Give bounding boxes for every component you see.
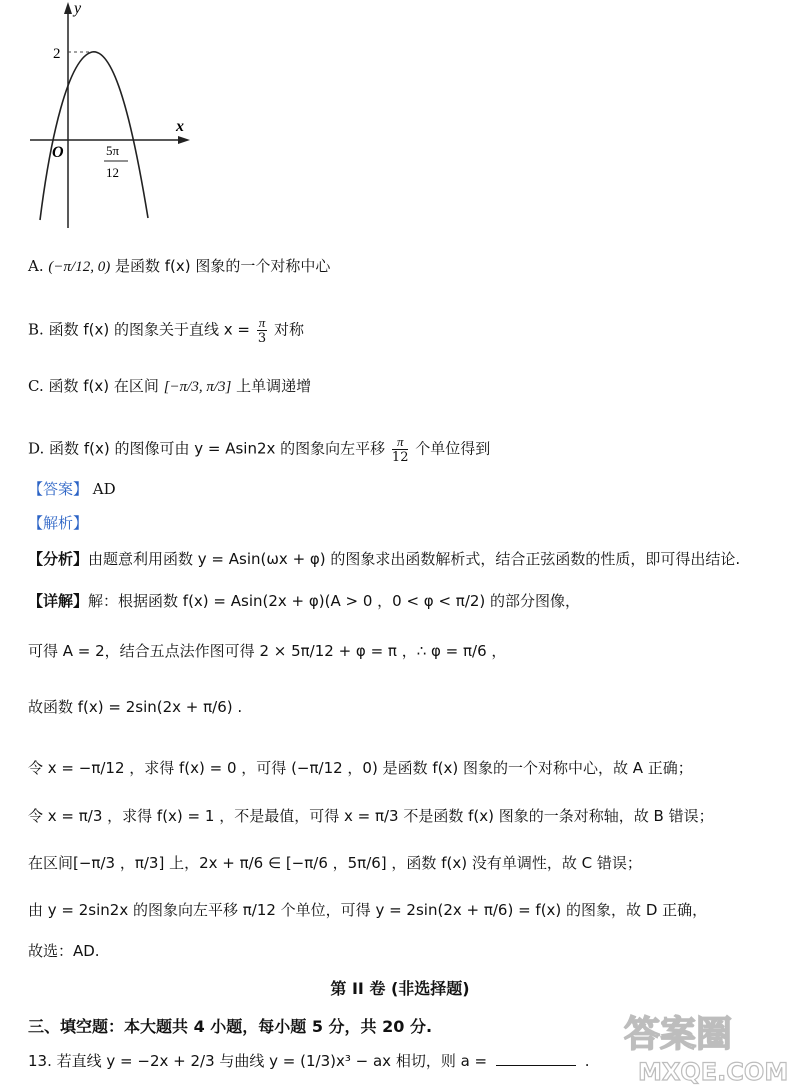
x-axis-arrow [178,136,190,144]
detail-line7 [28,899,707,920]
option-b-text1: 函数 f(x) 的图象关于直线 x = [48,320,250,339]
part3-title: 三、填空题：本大题共 4 小题，每小题 5 分，共 20 分. [28,1017,433,1036]
answer-tag: 【答案】 [28,480,89,498]
detail-text1: 解：根据函数 f(x) = Asin(2x + φ)(A > 0 ，0 < φ < π/2) 的部分图像， [88,592,581,610]
question-13-text2: . [584,1052,590,1070]
answer-line [28,478,116,499]
analysis-line [28,512,88,533]
fenxi-tag: 【分析】 [28,550,89,568]
analysis-tag: 【解析】 [28,514,89,532]
option-a [28,255,330,276]
detail-line8 [28,940,100,961]
watermark-line1: 答案圈 [624,1014,733,1055]
option-c [28,375,311,396]
option-b [28,315,304,346]
option-b-frac-den: 3 [257,331,267,346]
option-d-prefix: D. [28,439,45,458]
answer-blank[interactable] [496,1065,576,1066]
function-graph [28,0,228,230]
detail-line4 [28,757,693,778]
y-axis-arrow [64,2,72,14]
option-b-fraction [257,315,268,346]
detail-line2 [28,640,506,661]
detail-text7: 由 y = 2sin2x 的图象向左平移 π/12 个单位，可得 y = 2sin(2x + π/6) = f(x) 的图象，故 D 正确， [28,901,708,919]
detail-line5 [28,805,714,826]
detail-text5: 令 x = π/3 ，求得 f(x) = 1 ，不是最值，可得 x = π/3 不是函数 f(x) 图象的一条对称轴，故 B 错误； [28,807,714,825]
option-a-text: 是函数 f(x) 图象的一个对称中心 [114,257,331,275]
option-c-interval: [−π/3, π/3] [163,379,232,395]
detail-text6: 在区间[−π/3 ，π/3] 上，2x + π/6 ∈ [−π/6 ，5π/6] ，函数 f(x) 没有单调性，故 C 错误； [28,854,642,872]
option-d-text2: 个单位得到 [415,439,491,458]
watermark-line2: MXQE.COM [638,1058,789,1086]
detail-text4: 令 x = −π/12 ，求得 f(x) = 0 ，可得 (−π/12 ，0) 是函数 f(x) 图象的一个对称中心，故 A 正确； [28,759,693,777]
option-b-text2: 对称 [274,320,305,339]
detail-text2: 可得 A = 2，结合五点法作图可得 2 × 5π/12 + φ = π ，∴ φ = π/6 ， [28,642,507,660]
watermark-logo [614,1008,792,1088]
fenxi-text: 由题意利用函数 y = Asin(ωx + φ) 的图象求出函数解析式，结合正弦函数的性质，即可得出结论. [88,550,741,568]
question-13-number: 13. [28,1052,52,1070]
question-13-text1: 若直线 y = −2x + 2/3 与曲线 y = (1/3)x³ − ax 相切，则 a = [56,1052,488,1070]
option-a-point: (−π/12, 0) [48,259,111,275]
detail-text3: 故函数 f(x) = 2sin(2x + π/6) . [28,698,243,716]
option-b-prefix: B. [28,320,44,339]
y-axis-label: y [74,0,82,17]
section-title: 第 II 卷 (非选择题) [330,979,470,998]
question-13 [28,1050,589,1071]
option-d-frac-num: π [392,434,409,450]
max-value-label: 2 [53,46,61,62]
fenxi-line [28,548,740,569]
detail-tag: 【详解】 [28,592,89,610]
option-c-text2: 上单调递增 [236,377,312,395]
option-a-prefix: A. [28,257,44,275]
option-d-text1: 函数 f(x) 的图像可由 y = Asin2x 的图象向左平移 [49,439,386,458]
zero-denominator: 12 [106,165,119,180]
option-c-prefix: C. [28,377,44,395]
option-d [28,434,490,465]
sine-curve [40,52,148,220]
x-axis-label: x [176,118,184,135]
option-b-frac-num: π [258,315,266,330]
answer-value: AD [92,480,116,498]
detail-line1 [28,590,580,611]
detail-line3 [28,696,242,717]
origin-label: O [52,144,64,161]
option-d-frac-den: 12 [391,450,409,465]
detail-text8: 故选：AD. [28,942,100,960]
option-c-text1: 函数 f(x) 在区间 [48,377,159,395]
detail-line6 [28,852,642,873]
zero-numerator: 5π [106,143,120,158]
option-d-fraction [392,434,409,465]
